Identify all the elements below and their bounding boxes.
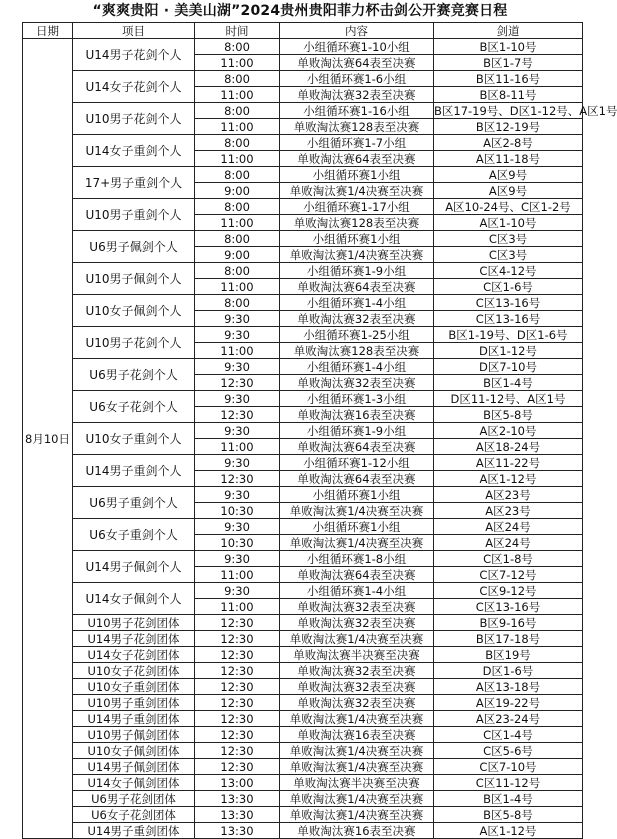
- piste-cell: A区23号: [434, 487, 583, 503]
- time-cell: 8:00: [195, 295, 280, 311]
- event-cell: U10女子佩剑团体: [73, 743, 195, 759]
- content-cell: 单败淘汰赛32表至决赛: [280, 679, 434, 695]
- content-cell: 小组循环赛1-12小组: [280, 455, 434, 471]
- piste-cell: B区5-8号: [434, 807, 583, 823]
- time-cell: 12:30: [195, 647, 280, 663]
- piste-cell: D区1-6号: [434, 663, 583, 679]
- piste-cell: B区1-10号: [434, 39, 583, 55]
- piste-cell: C区3号: [434, 231, 583, 247]
- content-cell: 单败淘汰赛1/4决赛至决赛: [280, 791, 434, 807]
- piste-cell: A区23号: [434, 503, 583, 519]
- piste-cell: A区23-24号: [434, 711, 583, 727]
- event-cell: U6女子重剑个人: [73, 519, 195, 551]
- event-cell: U14男子花剑团体: [73, 631, 195, 647]
- schedule-body: [23, 39, 617, 839]
- time-cell: 12:30: [195, 407, 280, 423]
- content-cell: 单败淘汰赛32表至决赛: [280, 87, 434, 103]
- content-cell: 单败淘汰赛64表至决赛: [280, 567, 434, 583]
- content-cell: 单败淘汰赛1/4决赛至决赛: [280, 807, 434, 823]
- event-cell: U10男子佩剑个人: [73, 263, 195, 295]
- table-row: [23, 663, 583, 679]
- event-cell: U14女子佩剑团体: [73, 775, 195, 791]
- table-row: [23, 791, 583, 807]
- piste-cell: B区8-11号: [434, 87, 583, 103]
- time-cell: 11:00: [195, 151, 280, 167]
- content-cell: 单败淘汰赛128表至决赛: [280, 119, 434, 135]
- piste-cell: A区9号: [434, 167, 583, 183]
- piste-cell: B区11-16号: [434, 71, 583, 87]
- table-row: [23, 647, 583, 663]
- event-cell: U14男子重剑个人: [73, 455, 195, 487]
- event-cell: U6男子佩剑个人: [73, 231, 195, 263]
- content-cell: 小组循环赛1-16小组: [280, 103, 434, 119]
- time-cell: 12:30: [195, 663, 280, 679]
- time-cell: 8:00: [195, 231, 280, 247]
- table-row: [23, 167, 583, 183]
- time-cell: 12:30: [195, 471, 280, 487]
- piste-cell: A区2-8号: [434, 135, 583, 151]
- piste-cell: A区11-22号: [434, 455, 583, 471]
- time-cell: 8:00: [195, 39, 280, 55]
- table-row: [23, 359, 583, 375]
- piste-cell: B区19号: [434, 647, 583, 663]
- content-cell: 单败淘汰赛32表至决赛: [280, 375, 434, 391]
- content-cell: 单败淘汰赛1/4决赛至决赛: [280, 503, 434, 519]
- table-row: [23, 631, 583, 647]
- time-cell: 13:30: [195, 807, 280, 823]
- piste-cell: B区1-4号: [434, 791, 583, 807]
- table-row: [23, 695, 583, 711]
- event-cell: U10男子花剑个人: [73, 103, 195, 135]
- content-cell: 单败淘汰赛64表至决赛: [280, 279, 434, 295]
- table-row: [23, 615, 583, 631]
- table-row: [23, 759, 583, 775]
- event-cell: U10男子佩剑团体: [73, 727, 195, 743]
- table-row: [23, 807, 583, 823]
- piste-cell: C区1-4号: [434, 727, 583, 743]
- table-row: [23, 103, 583, 119]
- table-row: [23, 455, 583, 471]
- piste-cell: D区1-12号: [434, 343, 583, 359]
- event-cell: U10女子花剑团体: [73, 663, 195, 679]
- time-cell: 13:30: [195, 823, 280, 839]
- event-cell: U10男子重剑团体: [73, 695, 195, 711]
- content-cell: 单败淘汰赛1/4决赛至决赛: [280, 743, 434, 759]
- event-cell: U14男子重剑团体: [73, 823, 195, 839]
- content-cell: 单败淘汰赛32表至决赛: [280, 615, 434, 631]
- content-cell: 单败淘汰赛半决赛至决赛: [280, 647, 434, 663]
- piste-cell: C区5-6号: [434, 743, 583, 759]
- time-cell: 12:30: [195, 759, 280, 775]
- table-row: [23, 679, 583, 695]
- piste-cell: C区9-12号: [434, 583, 583, 599]
- time-cell: 10:30: [195, 503, 280, 519]
- event-cell: U14男子重剑团体: [73, 711, 195, 727]
- table-row: [23, 727, 583, 743]
- time-cell: 11:00: [195, 599, 280, 615]
- content-cell: 单败淘汰赛32表至决赛: [280, 599, 434, 615]
- table-row: [23, 583, 583, 599]
- content-cell: 小组循环赛1-4小组: [280, 359, 434, 375]
- header-piste: 剑道: [434, 23, 583, 39]
- event-cell: U10男子花剑团体: [73, 615, 195, 631]
- event-cell: U14女子花剑个人: [73, 71, 195, 103]
- content-cell: 单败淘汰赛1/4决赛至决赛: [280, 759, 434, 775]
- time-cell: 12:30: [195, 631, 280, 647]
- page-title: “爽爽贵阳 · 美美山湖”2024贵州贵阳菲力杯击剑公开赛竞赛日程: [92, 3, 508, 19]
- content-cell: 小组循环赛1-9小组: [280, 423, 434, 439]
- table-row: [23, 487, 583, 503]
- content-cell: 单败淘汰赛64表至决赛: [280, 55, 434, 71]
- time-cell: 13:30: [195, 791, 280, 807]
- content-cell: 单败淘汰赛128表至决赛: [280, 343, 434, 359]
- piste-cell: A区13-18号: [434, 679, 583, 695]
- piste-cell: B区12-19号: [434, 119, 583, 135]
- time-cell: 11:00: [195, 343, 280, 359]
- table-row: [23, 199, 583, 215]
- event-cell: U10女子佩剑个人: [73, 295, 195, 327]
- piste-cell: A区1-12号: [434, 471, 583, 487]
- table-row: [23, 327, 583, 343]
- piste-cell: B区1-4号: [434, 375, 583, 391]
- piste-cell: A区9号: [434, 183, 583, 199]
- table-row: [23, 295, 583, 311]
- piste-cell: A区1-12号: [434, 823, 583, 839]
- content-cell: 单败淘汰赛32表至决赛: [280, 311, 434, 327]
- event-cell: U10男子重剑个人: [73, 199, 195, 231]
- content-cell: 小组循环赛1-17小组: [280, 199, 434, 215]
- time-cell: 11:00: [195, 87, 280, 103]
- event-cell: U14女子重剑个人: [73, 135, 195, 167]
- content-cell: 小组循环赛1-3小组: [280, 391, 434, 407]
- table-row: [23, 135, 583, 151]
- table-row: [23, 551, 583, 567]
- content-cell: 单败淘汰赛64表至决赛: [280, 439, 434, 455]
- content-cell: 单败淘汰赛32表至决赛: [280, 663, 434, 679]
- time-cell: 12:30: [195, 679, 280, 695]
- content-cell: 小组循环赛1-10小组: [280, 39, 434, 55]
- time-cell: 9:30: [195, 311, 280, 327]
- event-cell: U6女子花剑团体: [73, 807, 195, 823]
- time-cell: 9:30: [195, 487, 280, 503]
- content-cell: 小组循环赛1小组: [280, 519, 434, 535]
- time-cell: 11:00: [195, 439, 280, 455]
- time-cell: 12:30: [195, 615, 280, 631]
- header-date: 日期: [23, 23, 73, 39]
- content-cell: 单败淘汰赛1/4决赛至决赛: [280, 247, 434, 263]
- content-cell: 单败淘汰赛16表至决赛: [280, 727, 434, 743]
- piste-cell: C区1-8号: [434, 551, 583, 567]
- piste-cell: C区13-16号: [434, 295, 583, 311]
- content-cell: 单败淘汰赛1/4决赛至决赛: [280, 535, 434, 551]
- time-cell: 12:30: [195, 375, 280, 391]
- event-cell: U6男子花剑个人: [73, 359, 195, 391]
- time-cell: 11:00: [195, 119, 280, 135]
- event-cell: U14男子佩剑个人: [73, 551, 195, 583]
- event-cell: 17+男子重剑个人: [73, 167, 195, 199]
- time-cell: 9:30: [195, 455, 280, 471]
- time-cell: 10:30: [195, 535, 280, 551]
- time-cell: 8:00: [195, 135, 280, 151]
- event-cell: U14女子花剑团体: [73, 647, 195, 663]
- piste-cell: A区2-10号: [434, 423, 583, 439]
- content-cell: 小组循环赛1-4小组: [280, 583, 434, 599]
- header-content: 内容: [280, 23, 434, 39]
- piste-cell: C区1-6号: [434, 279, 583, 295]
- piste-cell: A区24号: [434, 519, 583, 535]
- time-cell: 9:30: [195, 359, 280, 375]
- content-cell: 单败淘汰赛1/4决赛至决赛: [280, 183, 434, 199]
- content-cell: 单败淘汰赛128表至决赛: [280, 215, 434, 231]
- time-cell: 11:00: [195, 567, 280, 583]
- table-row: [23, 775, 583, 791]
- piste-cell: C区13-16号: [434, 599, 583, 615]
- table-row: [23, 263, 583, 279]
- time-cell: 12:30: [195, 727, 280, 743]
- table-row: [23, 391, 583, 407]
- time-cell: 9:00: [195, 183, 280, 199]
- content-cell: 小组循环赛1小组: [280, 487, 434, 503]
- piste-cell: B区1-19号、D区1-6号: [434, 327, 583, 343]
- time-cell: 11:00: [195, 215, 280, 231]
- event-cell: U14男子佩剑团体: [73, 759, 195, 775]
- schedule-table: [22, 22, 617, 839]
- time-cell: 8:00: [195, 167, 280, 183]
- content-cell: 小组循环赛1-6小组: [280, 71, 434, 87]
- piste-cell: D区11-12号、A区1号: [434, 391, 583, 407]
- table-row: [23, 231, 583, 247]
- content-cell: 单败淘汰赛64表至决赛: [280, 151, 434, 167]
- piste-cell: C区3号: [434, 247, 583, 263]
- content-cell: 单败淘汰赛半决赛至决赛: [280, 775, 434, 791]
- time-cell: 12:30: [195, 711, 280, 727]
- time-cell: 9:30: [195, 391, 280, 407]
- piste-cell: A区11-18号: [434, 151, 583, 167]
- time-cell: 9:30: [195, 519, 280, 535]
- event-cell: U6男子花剑团体: [73, 791, 195, 807]
- time-cell: 9:30: [195, 327, 280, 343]
- piste-cell: C区7-12号: [434, 567, 583, 583]
- content-cell: 单败淘汰赛16表至决赛: [280, 407, 434, 423]
- time-cell: 8:00: [195, 199, 280, 215]
- piste-cell: C区11-12号: [434, 775, 583, 791]
- content-cell: 单败淘汰赛16表至决赛: [280, 823, 434, 839]
- table-row: [23, 711, 583, 727]
- piste-cell: D区7-10号: [434, 359, 583, 375]
- time-cell: 12:30: [195, 695, 280, 711]
- content-cell: 单败淘汰赛32表至决赛: [280, 695, 434, 711]
- piste-cell: C区7-10号: [434, 759, 583, 775]
- time-cell: 11:00: [195, 55, 280, 71]
- table-row: [23, 519, 583, 535]
- event-cell: U14男子花剑个人: [73, 39, 195, 71]
- time-cell: 9:30: [195, 551, 280, 567]
- piste-cell: C区4-12号: [434, 263, 583, 279]
- content-cell: 小组循环赛1小组: [280, 167, 434, 183]
- piste-cell: A区18-24号: [434, 439, 583, 455]
- time-cell: 8:00: [195, 103, 280, 119]
- header-time: 时间: [195, 23, 280, 39]
- table-header-row: [23, 23, 583, 39]
- time-cell: 11:00: [195, 279, 280, 295]
- content-cell: 单败淘汰赛1/4决赛至决赛: [280, 631, 434, 647]
- time-cell: 12:30: [195, 743, 280, 759]
- date-cell: 8月10日: [23, 39, 73, 839]
- piste-cell: A区24号: [434, 535, 583, 551]
- time-cell: 13:00: [195, 775, 280, 791]
- piste-cell: A区19-22号: [434, 695, 583, 711]
- table-row: [23, 39, 583, 55]
- header-event: 项目: [73, 23, 195, 39]
- event-cell: U14女子佩剑个人: [73, 583, 195, 615]
- content-cell: 小组循环赛1-7小组: [280, 135, 434, 151]
- content-cell: 小组循环赛1-9小组: [280, 263, 434, 279]
- piste-cell: B区5-8号: [434, 407, 583, 423]
- piste-cell: B区17-19号、D区1-12号、A区1号: [434, 103, 617, 118]
- content-cell: 小组循环赛1-8小组: [280, 551, 434, 567]
- table-row: [23, 823, 583, 839]
- time-cell: 9:30: [195, 423, 280, 439]
- table-row: [23, 71, 583, 87]
- event-cell: U10女子重剑团体: [73, 679, 195, 695]
- content-cell: 小组循环赛1小组: [280, 231, 434, 247]
- content-cell: 小组循环赛1-4小组: [280, 295, 434, 311]
- piste-cell: B区1-7号: [434, 55, 583, 71]
- content-cell: 小组循环赛1-25小组: [280, 327, 434, 343]
- piste-cell: C区13-16号: [434, 311, 583, 327]
- event-cell: U10女子重剑个人: [73, 423, 195, 455]
- content-cell: 单败淘汰赛1/4决赛至决赛: [280, 711, 434, 727]
- table-row: [23, 423, 583, 439]
- time-cell: 8:00: [195, 71, 280, 87]
- content-cell: 单败淘汰赛64表至决赛: [280, 471, 434, 487]
- event-cell: U6男子重剑个人: [73, 487, 195, 519]
- piste-cell: B区9-16号: [434, 615, 583, 631]
- piste-cell: A区10-24号、C区1-2号: [434, 199, 583, 215]
- table-row: [23, 743, 583, 759]
- event-cell: U10男子花剑个人: [73, 327, 195, 359]
- event-cell: U6女子花剑个人: [73, 391, 195, 423]
- piste-cell: A区1-10号: [434, 215, 583, 231]
- time-cell: 9:30: [195, 583, 280, 599]
- time-cell: 8:00: [195, 263, 280, 279]
- time-cell: 9:00: [195, 247, 280, 263]
- piste-cell: B区17-18号: [434, 631, 583, 647]
